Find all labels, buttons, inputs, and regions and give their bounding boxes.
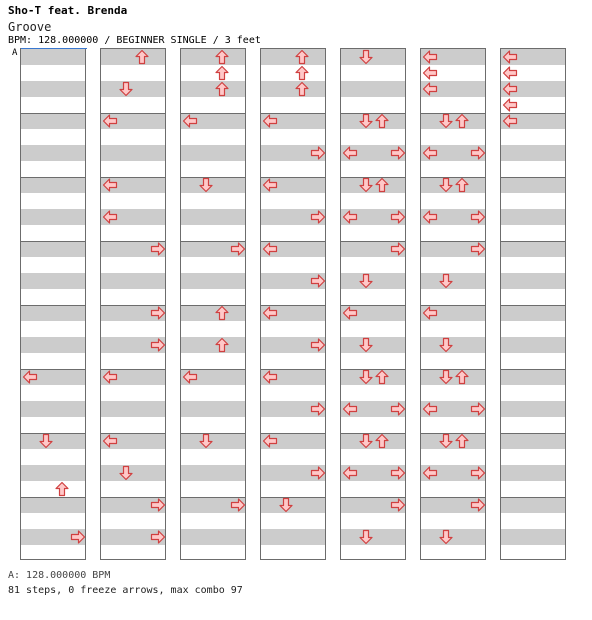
arrow-down-icon (358, 177, 374, 193)
arrow-down-icon (358, 49, 374, 65)
beat-band (501, 209, 565, 225)
arrow-left-icon (262, 305, 278, 321)
measure-line (181, 305, 245, 306)
beat-band (341, 81, 405, 97)
beat-band (21, 305, 85, 321)
arrow-left-icon (422, 49, 438, 65)
arrow-up-icon (294, 81, 310, 97)
measure-line (501, 497, 565, 498)
beat-band (501, 497, 565, 513)
arrow-right-icon (470, 241, 486, 257)
arrow-right-icon (390, 209, 406, 225)
beat-band (101, 273, 165, 289)
measure-line (501, 369, 565, 370)
arrow-down-icon (438, 529, 454, 545)
arrow-down-icon (278, 497, 294, 513)
arrow-down-icon (358, 337, 374, 353)
arrow-down-icon (438, 273, 454, 289)
chart-column (260, 48, 326, 560)
arrow-right-icon (150, 497, 166, 513)
arrow-right-icon (310, 337, 326, 353)
measure-line (501, 305, 565, 306)
arrow-down-icon (118, 465, 134, 481)
chart-column (420, 48, 486, 560)
arrow-down-icon (358, 113, 374, 129)
beat-band (181, 305, 245, 321)
arrow-left-icon (422, 65, 438, 81)
arrow-down-icon (438, 369, 454, 385)
arrow-left-icon (422, 145, 438, 161)
arrow-down-icon (358, 369, 374, 385)
beat-band (501, 401, 565, 417)
chart-column (340, 48, 406, 560)
arrow-right-icon (310, 209, 326, 225)
arrow-up-icon (454, 177, 470, 193)
arrow-right-icon (470, 465, 486, 481)
arrow-right-icon (390, 241, 406, 257)
beat-band (101, 401, 165, 417)
beat-band (21, 401, 85, 417)
arrow-right-icon (310, 465, 326, 481)
arrow-left-icon (342, 145, 358, 161)
beat-band (181, 273, 245, 289)
chart-column (180, 48, 246, 560)
arrow-right-icon (310, 145, 326, 161)
arrow-down-icon (198, 433, 214, 449)
beat-band (21, 145, 85, 161)
arrow-left-icon (502, 97, 518, 113)
bpm-marker-line (21, 48, 87, 49)
arrow-down-icon (358, 273, 374, 289)
measure-line (501, 177, 565, 178)
beat-band (261, 49, 325, 65)
arrow-left-icon (22, 369, 38, 385)
arrow-up-icon (294, 65, 310, 81)
arrow-down-icon (438, 337, 454, 353)
arrow-up-icon (214, 65, 230, 81)
beat-band (181, 49, 245, 65)
arrow-right-icon (390, 497, 406, 513)
beat-band (21, 49, 85, 65)
arrow-down-icon (438, 433, 454, 449)
beat-band (21, 81, 85, 97)
arrow-up-icon (214, 337, 230, 353)
beat-band (501, 145, 565, 161)
beat-band (21, 273, 85, 289)
arrow-left-icon (102, 113, 118, 129)
arrow-right-icon (150, 529, 166, 545)
arrow-up-icon (294, 49, 310, 65)
arrow-up-icon (214, 49, 230, 65)
beat-band (101, 49, 165, 65)
arrow-down-icon (118, 81, 134, 97)
arrow-left-icon (502, 113, 518, 129)
arrow-left-icon (262, 113, 278, 129)
beat-band (181, 529, 245, 545)
arrow-up-icon (454, 369, 470, 385)
beat-band (501, 369, 565, 385)
arrow-down-icon (358, 433, 374, 449)
arrow-right-icon (310, 273, 326, 289)
arrow-down-icon (358, 529, 374, 545)
arrow-down-icon (198, 177, 214, 193)
arrow-up-icon (374, 113, 390, 129)
arrow-right-icon (150, 337, 166, 353)
arrow-down-icon (38, 433, 54, 449)
measure-line (21, 305, 85, 306)
arrow-left-icon (422, 209, 438, 225)
arrow-left-icon (422, 305, 438, 321)
beat-band (21, 497, 85, 513)
measure-line (21, 241, 85, 242)
arrow-up-icon (374, 369, 390, 385)
beat-band (501, 273, 565, 289)
arrow-right-icon (470, 401, 486, 417)
bpm-marker-label: A (12, 48, 18, 58)
arrow-right-icon (470, 497, 486, 513)
arrow-right-icon (230, 241, 246, 257)
beat-band (501, 241, 565, 257)
arrow-up-icon (214, 81, 230, 97)
chart-info: BPM: 128.000000 / BEGINNER SINGLE / 3 feet (8, 35, 261, 46)
arrow-down-icon (438, 177, 454, 193)
arrow-right-icon (390, 401, 406, 417)
arrow-left-icon (502, 81, 518, 97)
arrow-up-icon (454, 113, 470, 129)
arrow-up-icon (134, 49, 150, 65)
beat-band (261, 529, 325, 545)
measure-line (21, 177, 85, 178)
bpm-change-note: A: 128.000000 BPM (8, 570, 111, 581)
beat-band (501, 177, 565, 193)
arrow-right-icon (470, 209, 486, 225)
song-title: Groove (8, 20, 52, 34)
beat-band (21, 241, 85, 257)
arrow-up-icon (54, 481, 70, 497)
arrow-up-icon (214, 305, 230, 321)
beat-band (181, 337, 245, 353)
arrow-down-icon (438, 113, 454, 129)
beat-band (21, 209, 85, 225)
arrow-up-icon (374, 433, 390, 449)
arrow-left-icon (182, 369, 198, 385)
arrow-left-icon (422, 401, 438, 417)
arrow-left-icon (342, 401, 358, 417)
beat-band (501, 433, 565, 449)
measure-line (21, 497, 85, 498)
beat-band (181, 401, 245, 417)
beat-band (181, 81, 245, 97)
arrow-up-icon (454, 433, 470, 449)
arrow-left-icon (262, 433, 278, 449)
artist-name: Sho-T feat. Brenda (8, 4, 128, 17)
beat-band (181, 209, 245, 225)
arrow-right-icon (150, 305, 166, 321)
arrow-right-icon (470, 145, 486, 161)
arrow-left-icon (262, 369, 278, 385)
arrow-right-icon (230, 497, 246, 513)
measure-line (501, 433, 565, 434)
arrow-right-icon (390, 465, 406, 481)
arrow-right-icon (150, 241, 166, 257)
beat-band (501, 465, 565, 481)
measure-line (501, 241, 565, 242)
arrow-left-icon (422, 465, 438, 481)
arrow-left-icon (102, 209, 118, 225)
beat-band (181, 465, 245, 481)
arrow-up-icon (374, 177, 390, 193)
arrow-left-icon (182, 113, 198, 129)
arrow-left-icon (342, 465, 358, 481)
arrow-right-icon (310, 401, 326, 417)
chart-column (500, 48, 566, 560)
measure-line (21, 113, 85, 114)
arrow-left-icon (502, 65, 518, 81)
arrow-left-icon (262, 241, 278, 257)
arrow-left-icon (102, 177, 118, 193)
beat-band (101, 145, 165, 161)
beat-band (21, 177, 85, 193)
arrow-right-icon (390, 145, 406, 161)
chart-column (20, 48, 86, 560)
arrow-left-icon (342, 209, 358, 225)
arrow-left-icon (342, 305, 358, 321)
beat-band (261, 81, 325, 97)
beat-band (501, 337, 565, 353)
arrow-left-icon (262, 177, 278, 193)
beat-band (181, 145, 245, 161)
chart-stats: 81 steps, 0 freeze arrows, max combo 97 (8, 585, 243, 596)
beat-band (21, 113, 85, 129)
beat-band (21, 465, 85, 481)
arrow-right-icon (70, 529, 86, 545)
arrow-left-icon (422, 81, 438, 97)
chart-column (100, 48, 166, 560)
arrow-left-icon (502, 49, 518, 65)
beat-band (501, 305, 565, 321)
beat-band (21, 337, 85, 353)
beat-band (501, 529, 565, 545)
arrow-left-icon (102, 369, 118, 385)
arrow-left-icon (102, 433, 118, 449)
